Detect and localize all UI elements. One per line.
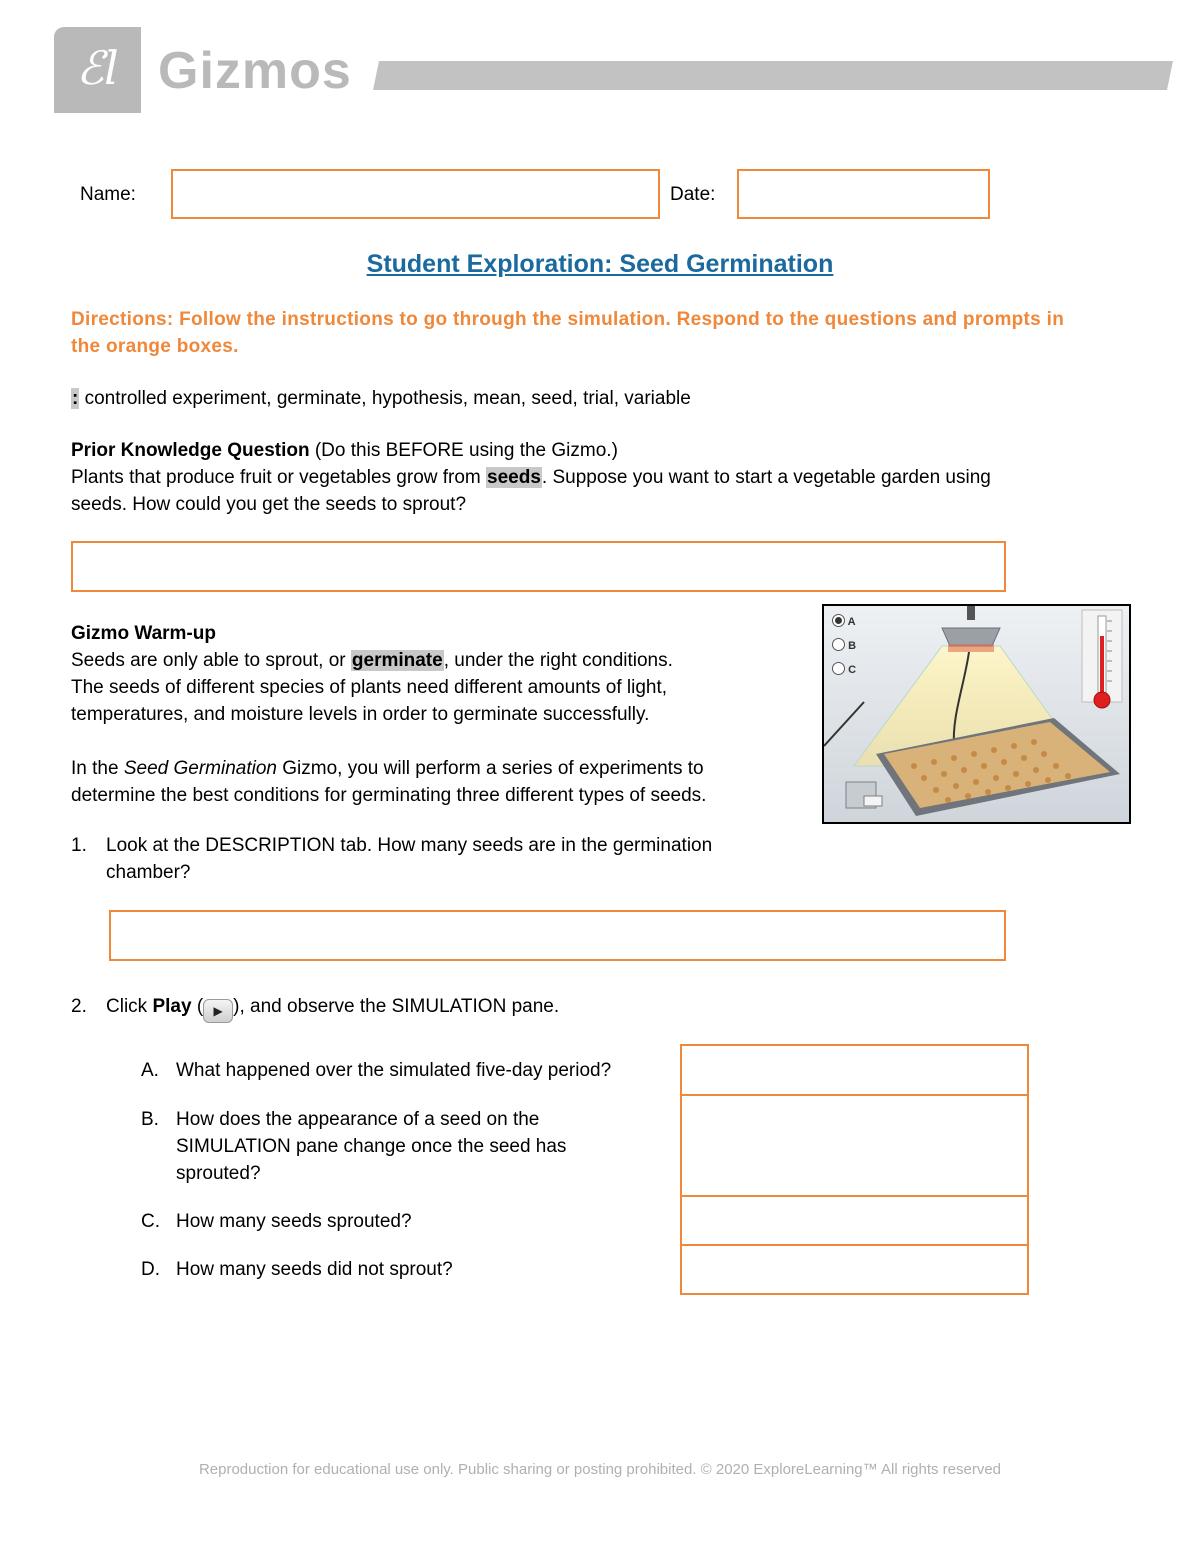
directions-text: Directions: Follow the instructions to go through the simulation. Respond to the questions and prompts in the orange boxes.: [71, 309, 1065, 357]
vocabulary-marker: :: [72, 388, 79, 409]
prior-knowledge-block: [71, 437, 1131, 518]
radio-icon: [832, 638, 845, 651]
q2-rest: ), and observe the SIMULATION pane.: [233, 996, 560, 1017]
date-input[interactable]: [737, 169, 990, 219]
q2b-text: [176, 1106, 676, 1187]
footer-copyright: Reproduction for educational use only. Public sharing or posting prohibited. © 2020 ExploreLearning™ All rights reserved: [198, 1461, 1002, 1478]
prior-knowledge-answer-box[interactable]: [71, 541, 1006, 592]
radio-option-b[interactable]: [832, 634, 856, 658]
q2b-answer-box[interactable]: [680, 1094, 1029, 1197]
q2a-letter: A.: [141, 1060, 159, 1081]
q1-answer-box[interactable]: [109, 910, 1006, 961]
q2a-answer-box[interactable]: [680, 1044, 1029, 1096]
warmup-p1-line3: temperatures, and moisture levels in order to germinate successfully.: [71, 704, 650, 725]
vocabulary-line: [71, 385, 1071, 412]
q1-number: 1.: [71, 835, 87, 856]
q2d-letter: D.: [141, 1259, 160, 1280]
prior-text-b: . Suppose you want to start a vegetable garden using: [541, 467, 991, 488]
warmup-block: [71, 620, 811, 809]
prior-knowledge-note: (Do this BEFORE using the Gizmo.): [314, 440, 618, 461]
prior-text-c: seeds. How could you get the seeds to sprout?: [71, 494, 467, 515]
page-title: Student Exploration: Seed Germination: [366, 250, 834, 278]
explorelearning-logo-icon: ℰl: [76, 41, 119, 95]
radio-label-c: C: [848, 664, 857, 676]
q2d-text: How many seeds did not sprout?: [176, 1259, 453, 1280]
q2b-line3: sprouted?: [176, 1163, 261, 1184]
keyword-germinate: germinate: [351, 650, 443, 671]
warmup-p2-italic: Seed Germination: [123, 758, 277, 779]
q1-line1: Look at the DESCRIPTION tab. How many seeds are in the germination: [106, 835, 713, 856]
radio-option-c[interactable]: [832, 658, 856, 682]
germination-chamber-illustration: [824, 606, 1129, 822]
date-label: Date:: [670, 184, 716, 205]
header-bar: [373, 61, 1173, 90]
name-label: Name:: [80, 184, 136, 205]
warmup-p1-b: , under the right conditions.: [443, 650, 673, 671]
play-icon[interactable]: ▶: [203, 999, 233, 1023]
q2-play-word: Play: [152, 996, 192, 1017]
q2c-text: How many seeds sprouted?: [176, 1211, 412, 1232]
q2-click: Click: [106, 996, 153, 1017]
vocabulary-terms: controlled experiment, germinate, hypothesis, mean, seed, trial, variable: [84, 388, 691, 409]
warmup-p2-b: Gizmo, you will perform a series of experiments to: [276, 758, 704, 779]
brand-title: Gizmos: [158, 42, 352, 100]
q2c-answer-box[interactable]: [680, 1195, 1029, 1246]
q2-number: 2.: [71, 996, 87, 1017]
q2b-line2: SIMULATION pane change once the seed has: [176, 1136, 567, 1157]
prior-text-a: Plants that produce fruit or vegetables grow from: [71, 467, 487, 488]
simulation-screenshot: [822, 604, 1131, 824]
q2-text: [106, 993, 806, 1023]
q1-line2: chamber?: [106, 862, 191, 883]
warmup-p1-a: Seeds are only able to sprout, or: [71, 650, 351, 671]
q2a-text: What happened over the simulated five-day period?: [176, 1060, 612, 1081]
warmup-p1-line2: The seeds of different species of plants need different amounts of light,: [71, 677, 668, 698]
warmup-p2-a: In the: [71, 758, 124, 779]
radio-label-a: A: [847, 616, 856, 628]
q2b-line1: How does the appearance of a seed on the: [176, 1109, 540, 1130]
keyword-seeds: seeds: [487, 467, 541, 488]
option-radio-group: [832, 610, 856, 682]
q1-text: [106, 832, 826, 886]
radio-icon: [832, 662, 845, 675]
warmup-p2-line2: determine the best conditions for germinating three different types of seeds.: [71, 785, 707, 806]
q2b-letter: B.: [141, 1109, 159, 1130]
q2c-letter: C.: [141, 1211, 160, 1232]
radio-label-b: B: [848, 640, 857, 652]
radio-option-a[interactable]: [832, 610, 856, 634]
name-input[interactable]: [171, 169, 660, 219]
q2-paren: (: [191, 996, 204, 1017]
warmup-heading: Gizmo Warm-up: [71, 623, 216, 644]
q2d-answer-box[interactable]: [680, 1244, 1029, 1295]
prior-knowledge-heading: Prior Knowledge Question: [71, 440, 310, 461]
radio-selected-icon: [832, 614, 845, 627]
